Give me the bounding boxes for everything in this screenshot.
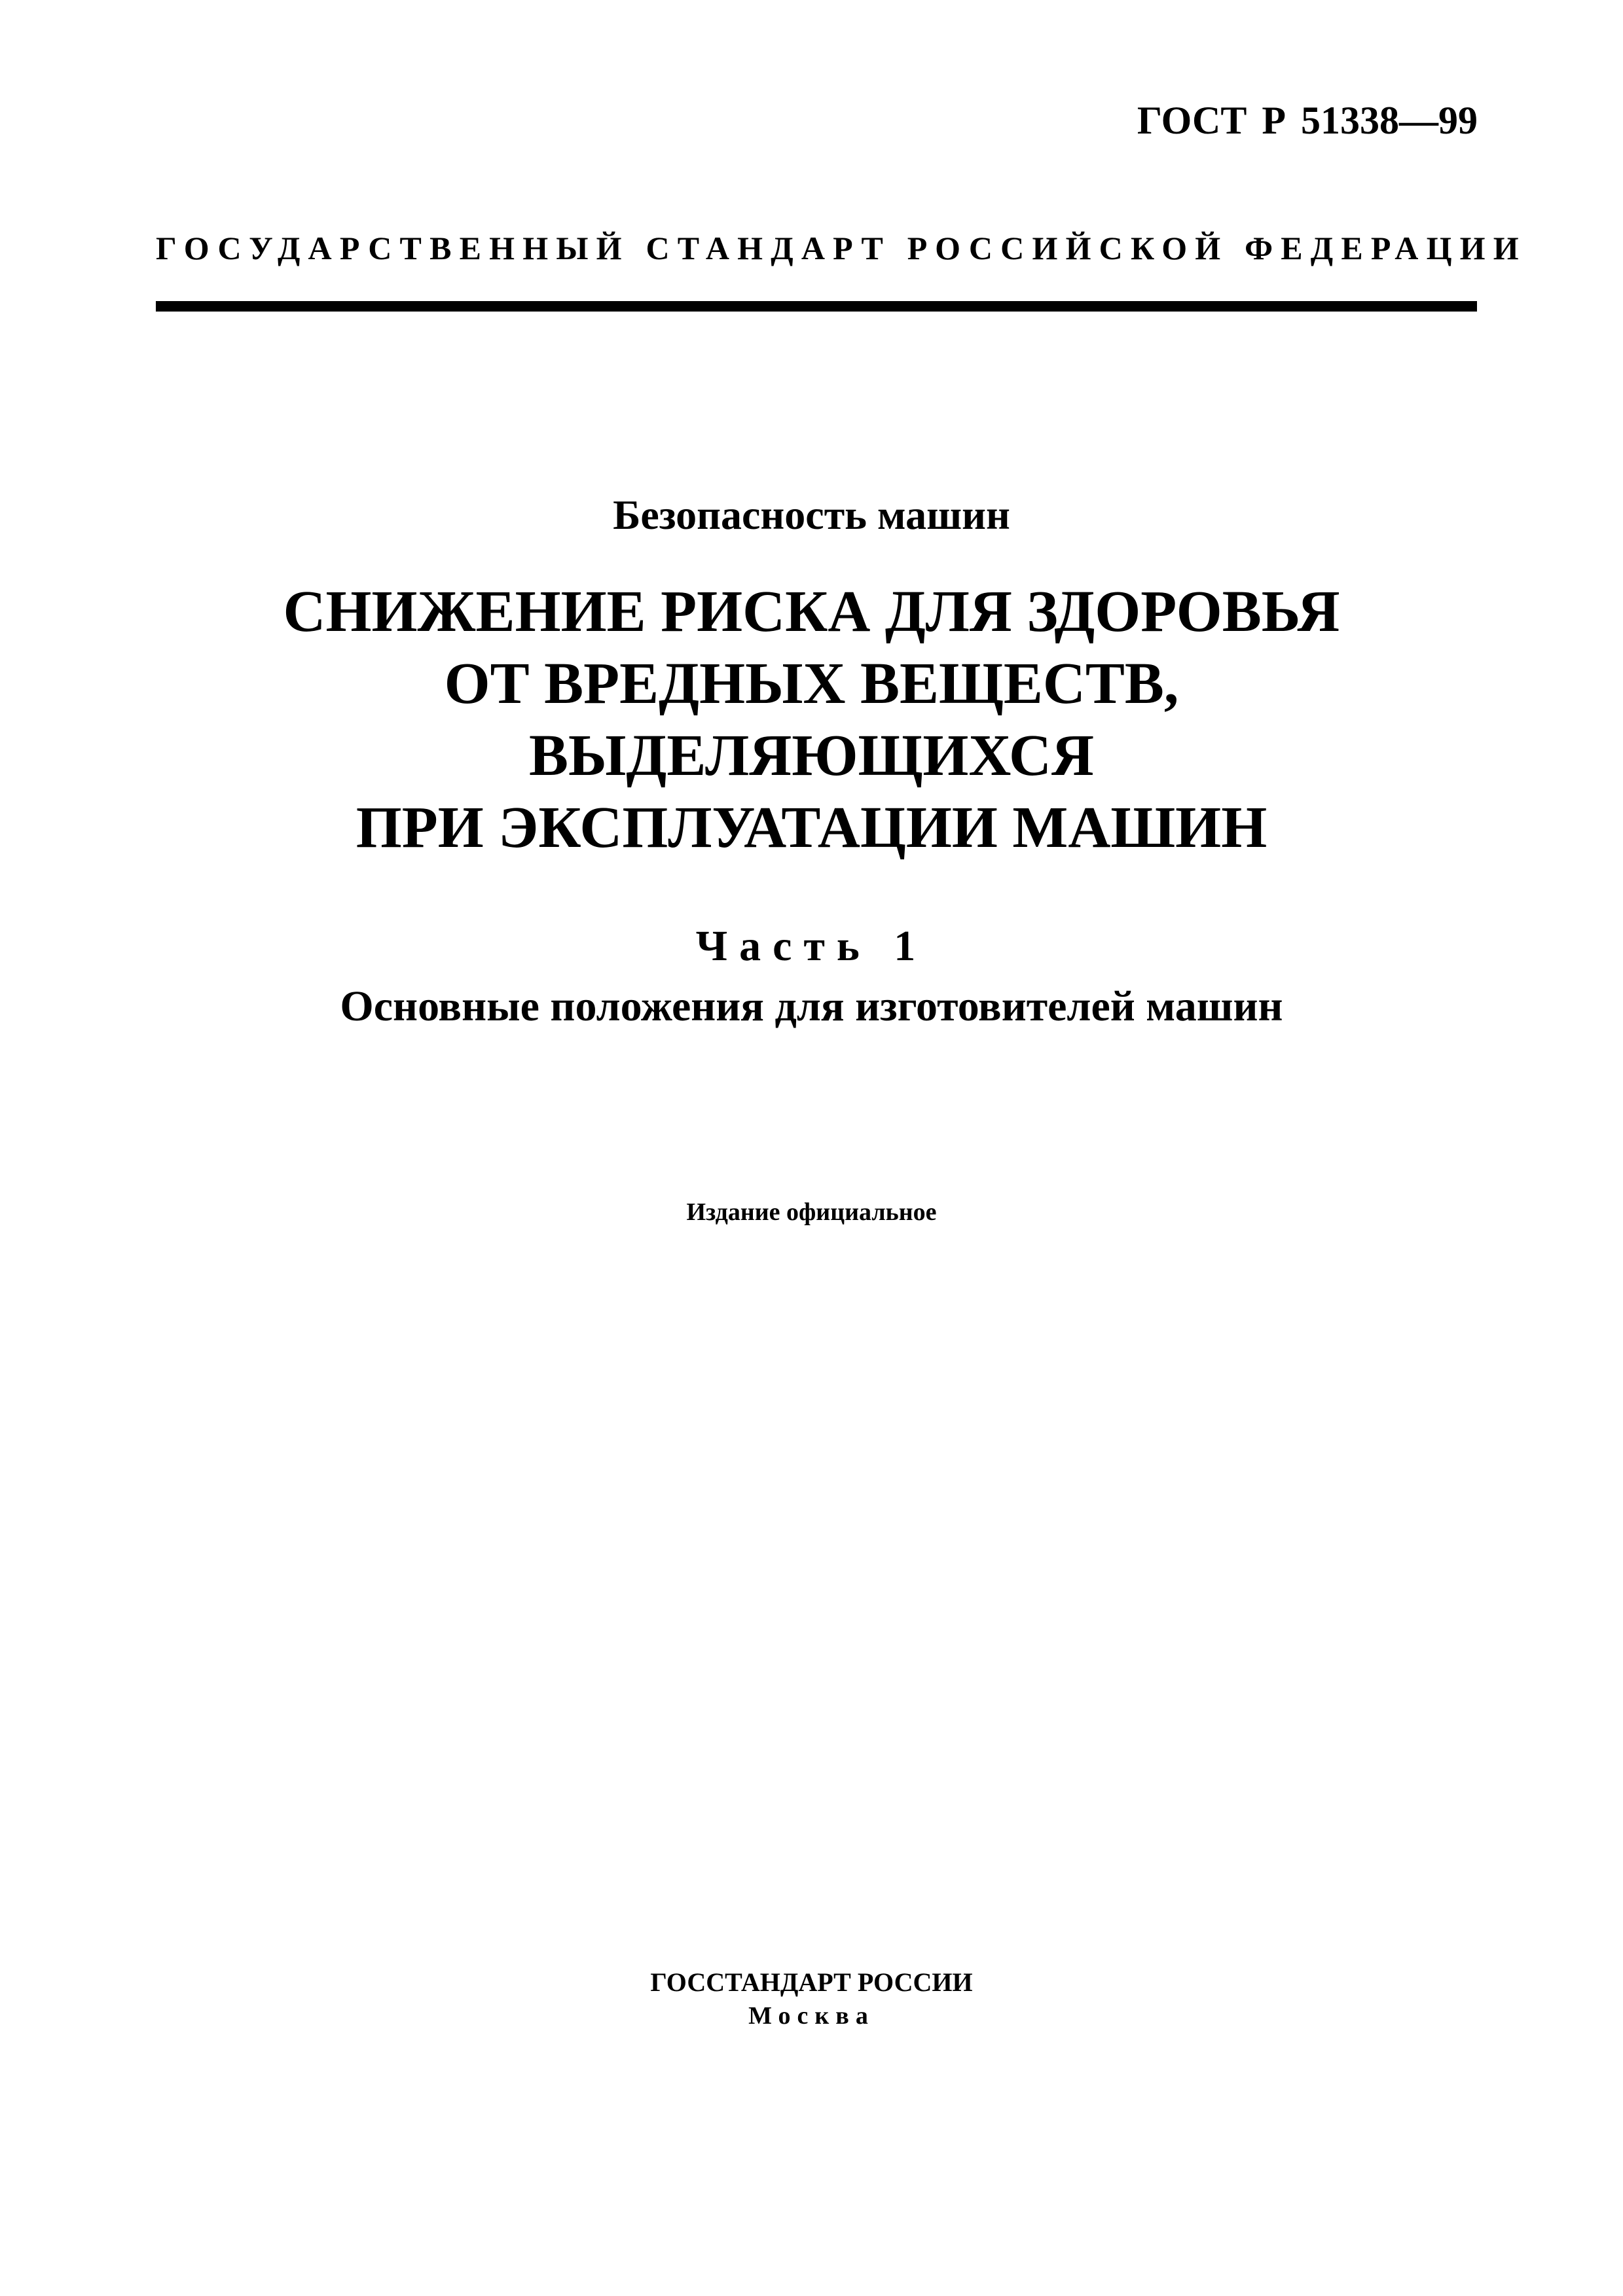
part-title: Основные положения для изготовителей машин bbox=[340, 982, 1283, 1030]
standard-designation: ГОСТ Р 51338—99 bbox=[1137, 99, 1478, 142]
document-title bbox=[0, 576, 1623, 864]
title-line: ВЫДЕЛЯЮЩИХСЯ bbox=[529, 723, 1094, 788]
subject-heading: Безопасность машин bbox=[613, 492, 1010, 538]
state-standard-heading: ГОСУДАРСТВЕННЫЙ СТАНДАРТ РОССИЙСКОЙ ФЕДЕРАЦИИ bbox=[156, 230, 1527, 266]
title-line: СНИЖЕНИЕ РИСКА ДЛЯ ЗДОРОВЬЯ bbox=[283, 579, 1340, 644]
publisher-city: Москва bbox=[748, 2002, 875, 2030]
title-line: ОТ ВРЕДНЫХ ВЕЩЕСТВ, bbox=[444, 651, 1179, 716]
publisher-name: ГОССТАНДАРТ РОССИИ bbox=[650, 1967, 973, 1997]
header-divider bbox=[156, 301, 1477, 312]
edition-note: Издание официальное bbox=[686, 1198, 937, 1226]
part-label: Часть 1 bbox=[695, 922, 928, 970]
title-line: ПРИ ЭКСПЛУАТАЦИИ МАШИН bbox=[356, 795, 1267, 860]
